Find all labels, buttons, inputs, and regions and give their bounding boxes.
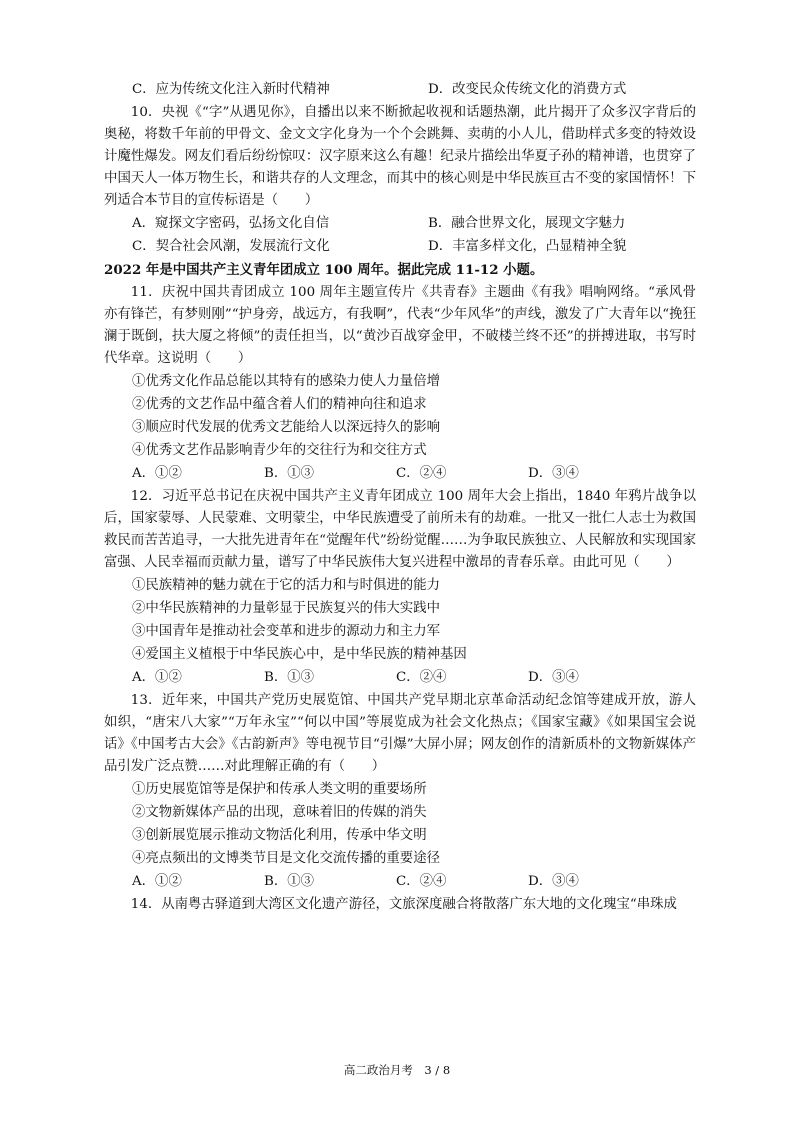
q12-options bbox=[104, 667, 696, 689]
q13-options bbox=[104, 871, 696, 893]
question-12-stem: 12．习近平总书记在庆祝中国共产主义青年团成立 100 周年大会上指出，1840 年鸦片战争以后，国家蒙辱、人民蒙难、文明蒙尘，中华民族遭受了前所未有的劫难。一批又一批仁人志士为救国救民而苦苦追寻，一大批先进青年在“觉醒年代”纷纷觉醒……为争取民族独立、人民解放和实现国家富强、人民幸福而贡献力量，谱写了中华民族伟大复兴进程中激昂的青春乐章。由此可见（ ） bbox=[104, 489, 696, 570]
option-d: D．改变民众传统文化的消费方式 bbox=[428, 82, 627, 97]
option-c: C．②④ bbox=[396, 670, 447, 685]
option-b: B．①③ bbox=[264, 670, 315, 685]
option-a: A．①② bbox=[132, 466, 182, 481]
option-d: D．③④ bbox=[528, 466, 579, 481]
page-footer: 高二政治月考 3 / 8 bbox=[343, 1063, 451, 1077]
q9-options-cd bbox=[104, 79, 696, 101]
question-11-stem: 11．庆祝中国共青团成立 100 周年主题宣传片《共青春》主题曲《有我》唱响网络。“承风骨亦有锋芒，有梦则刚”“护身旁，战远方，有我啊”，代表“少年风华”的声线，激发了广大青年以“挽狂澜于既倒，扶大厦之将倾”的责任担当，以“黄沙百战穿金甲，不破楼兰终不还”的拼搏进取，书写时代华章。这说明（ ） bbox=[104, 285, 696, 366]
option-c: C．应为传统文化注入新时代精神 bbox=[132, 82, 330, 97]
statement-2: ②优秀的文艺作品中蕴含着人们的精神向往和追求 bbox=[132, 397, 427, 412]
option-d: D．③④ bbox=[528, 874, 579, 889]
option-a: A．①② bbox=[132, 670, 182, 685]
statement-1: ①历史展览馆等是保护和传承人类文明的重要场所 bbox=[132, 782, 427, 797]
option-b: B．融合世界文化，展现文字魅力 bbox=[428, 216, 626, 231]
q11-options bbox=[104, 463, 696, 485]
statement-2: ②文物新媒体产品的出现，意味着旧的传媒的消失 bbox=[132, 805, 427, 820]
statement-4: ④优秀文艺作品影响青少年的交往行为和交往方式 bbox=[132, 443, 427, 458]
question-10-stem: 10．央视《“字”从遇见你》，自播出以来不断掀起收视和话题热潮，此片揭开了众多汉字背后的奥秘，将数千年前的甲骨文、金文文字化身为一个个会跳舞、卖萌的小人儿，借助样式多变的特效设计魔性爆发。网友们看后纷纷惊叹：汉字原来这么有趣！纪录片描绘出华夏子孙的精神谱，也贯穿了中国天人一体万物生长，和谐共存的人文理念，而其中的核心则是中华民族亘古不变的家国情怀！下列适合本节目的宣传标语是（ ） bbox=[104, 105, 696, 208]
statement-3: ③中国青年是推动社会变革和进步的源动力和主力军 bbox=[132, 624, 440, 639]
statement-2: ②中华民族精神的力量彰显于民族复兴的伟大实践中 bbox=[132, 601, 440, 616]
option-c: C．②④ bbox=[396, 874, 447, 889]
option-b: B．①③ bbox=[264, 466, 315, 481]
question-14-stem: 14．从南粤古驿道到大湾区文化遗产游径，文旅深度融合将散落广东大地的文化瑰宝“串珠成 bbox=[130, 897, 677, 912]
option-a: A．窥探文字密码，弘扬文化自信 bbox=[132, 216, 330, 231]
option-a: A．①② bbox=[132, 874, 182, 889]
q10-options-cd bbox=[104, 236, 696, 258]
statement-3: ③顺应时代发展的优秀文艺能给人以深远持久的影响 bbox=[132, 420, 440, 435]
question-13-stem: 13．近年来，中国共产党历史展览馆、中国共产党早期北京革命活动纪念馆等建成开放，游人如织，“唐宋八大家”“万年永宝”“何以中国”等展览成为社会文化热点；《国家宝藏》《如果国宝会说话》《中国考古大会》《古韵新声》等电视节目“引爆”大屏小屏；网友创作的清新质朴的文物新媒体产品引发广泛点赞……对此理解正确的有（ ） bbox=[104, 693, 696, 774]
option-c: C．契合社会风潮，发展流行文化 bbox=[132, 239, 330, 254]
statement-1: ①民族精神的魅力就在于它的活力和与时俱进的能力 bbox=[132, 578, 440, 593]
option-b: B．①③ bbox=[264, 874, 315, 889]
page-content bbox=[104, 78, 696, 917]
q10-options-ab bbox=[104, 213, 696, 235]
option-d: D．③④ bbox=[528, 670, 579, 685]
statement-1: ①优秀文化作品总能以其特有的感染力使人力量倍增 bbox=[132, 374, 440, 389]
statement-4: ④亮点频出的文博类节目是文化交流传播的重要途径 bbox=[132, 851, 440, 866]
statement-3: ③创新展览展示推动文物活化利用，传承中华文明 bbox=[132, 828, 427, 843]
option-c: C．②④ bbox=[396, 466, 447, 481]
statement-4: ④爱国主义植根于中华民族心中，是中华民族的精神基因 bbox=[132, 647, 467, 662]
option-d: D．丰富多样文化，凸显精神全貌 bbox=[428, 239, 627, 254]
section-intro-11-12: 2022 年是中国共产主义青年团成立 100 周年。据此完成 11-12 小题。 bbox=[104, 262, 544, 278]
